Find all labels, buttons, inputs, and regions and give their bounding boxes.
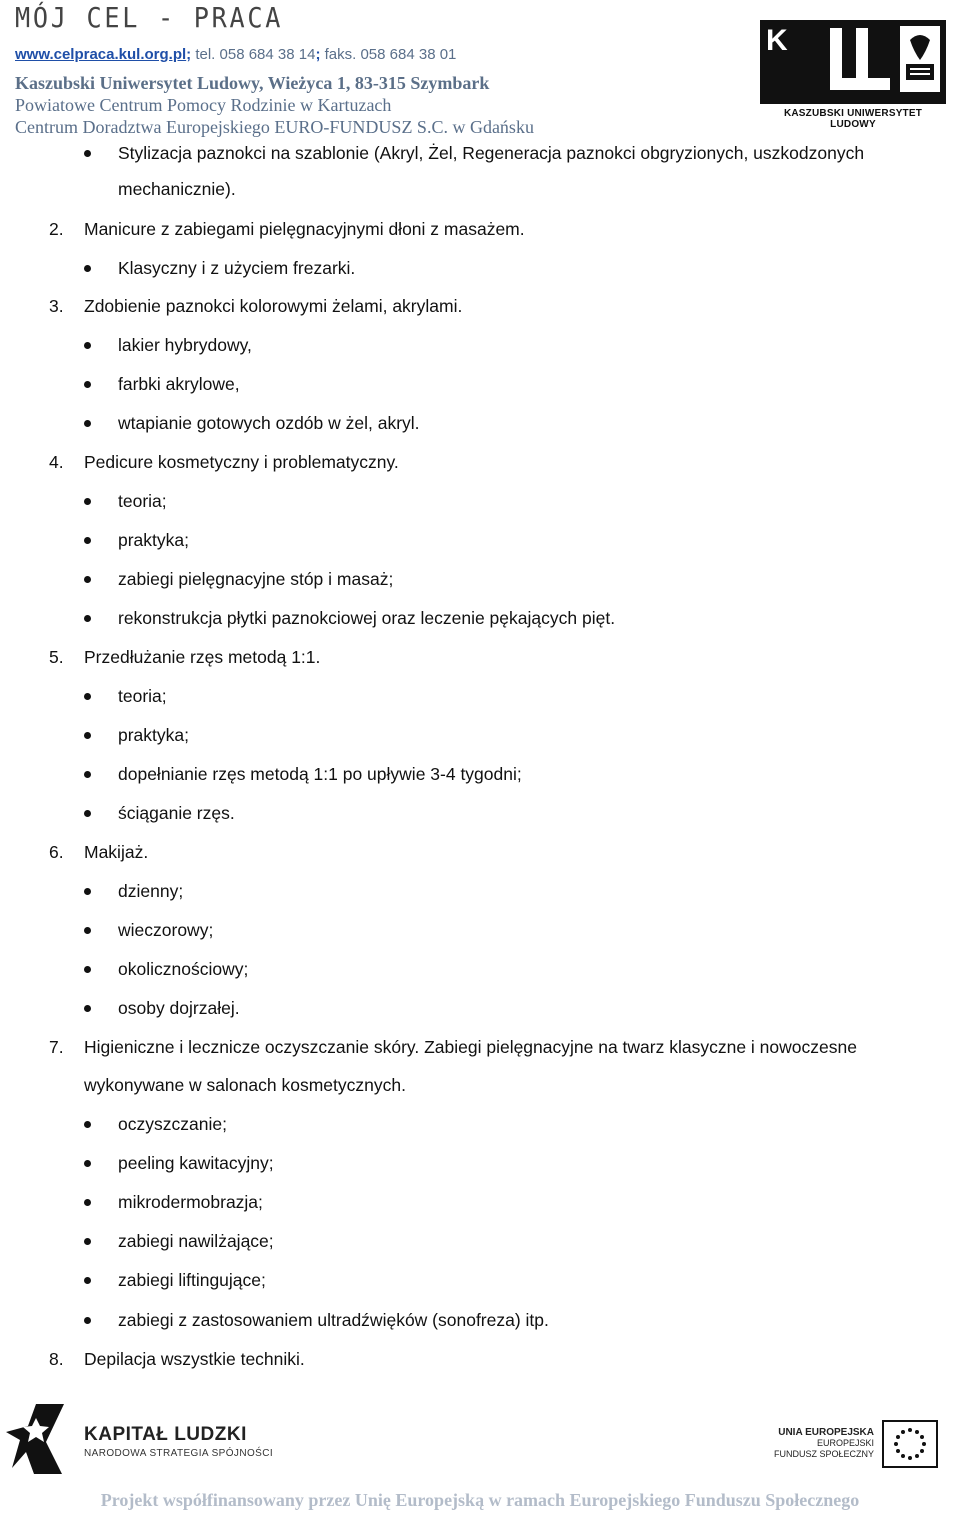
svg-text:K: K bbox=[766, 24, 788, 57]
page-footer bbox=[0, 1400, 960, 1513]
kapital-ludzki-subtitle: NARODOWA STRATEGIA SPÓJNOŚCI bbox=[84, 1448, 274, 1459]
bullet-icon bbox=[84, 381, 91, 388]
bullet-icon bbox=[84, 1005, 91, 1012]
website-link[interactable]: www.celpraca.kul.org.pl bbox=[15, 46, 187, 63]
cofinancing-note: Projekt współfinansowany przez Unię Europejską w ramach Europejskiego Funduszu Społecznego bbox=[100, 1490, 860, 1510]
address-line: Kaszubski Uniwersytet Ludowy, Wieżyca 1, 83-315 Szymbark bbox=[15, 73, 490, 93]
kul-logo-caption: KASZUBSKI UNIWERSYTET LUDOWY bbox=[783, 108, 923, 130]
contact-line: www.celpraca.kul.org.pl; tel. 058 684 38 14; faks. 058 684 38 01 bbox=[15, 46, 457, 63]
bullet-icon bbox=[84, 966, 91, 973]
eu-text bbox=[774, 1427, 874, 1460]
bullet-icon bbox=[84, 1160, 91, 1167]
bullet-icon bbox=[84, 888, 91, 895]
bullet-icon bbox=[84, 265, 91, 272]
fax-text: faks. 058 684 38 01 bbox=[324, 46, 457, 63]
bullet-icon bbox=[84, 693, 91, 700]
bullet-icon bbox=[84, 927, 91, 934]
bullet-icon bbox=[84, 771, 91, 778]
bullet-icon bbox=[84, 150, 91, 157]
bullet-icon bbox=[84, 1121, 91, 1128]
bullet-icon bbox=[84, 810, 91, 817]
page-header bbox=[0, 0, 960, 140]
phone-text: tel. 058 684 38 14 bbox=[195, 46, 316, 63]
bullet-icon bbox=[84, 576, 91, 583]
kapital-ludzki-title: KAPITAŁ LUDZKI bbox=[84, 1424, 247, 1445]
brand-title: MÓJ CEL - PRACA bbox=[15, 1, 284, 34]
eu-line-2: EUROPEJSKI bbox=[816, 1438, 874, 1448]
bullet-icon bbox=[84, 342, 91, 349]
bullet-icon bbox=[84, 732, 91, 739]
eu-line-1: UNIA EUROPEJSKA bbox=[778, 1427, 874, 1438]
partner-line-2: Centrum Doradztwa Europejskiego EURO-FUNDUSZ S.C. w Gdańsku bbox=[15, 117, 534, 137]
bullet-icon bbox=[84, 1317, 91, 1324]
bullet-icon bbox=[84, 615, 91, 622]
bullet-icon bbox=[84, 1238, 91, 1245]
eu-flag-icon bbox=[882, 1420, 938, 1468]
eu-line-3: FUNDUSZ SPOŁECZNY bbox=[773, 1449, 874, 1459]
bullet-icon bbox=[84, 498, 91, 505]
bullet-icon bbox=[84, 537, 91, 544]
bullet-icon bbox=[84, 1277, 91, 1284]
kapital-ludzki-logo-icon bbox=[6, 1402, 70, 1476]
bullet-icon bbox=[84, 420, 91, 427]
bullet-icon bbox=[84, 1199, 91, 1206]
partner-line-1: Powiatowe Centrum Pomocy Rodzinie w Kartuzach bbox=[15, 95, 392, 115]
